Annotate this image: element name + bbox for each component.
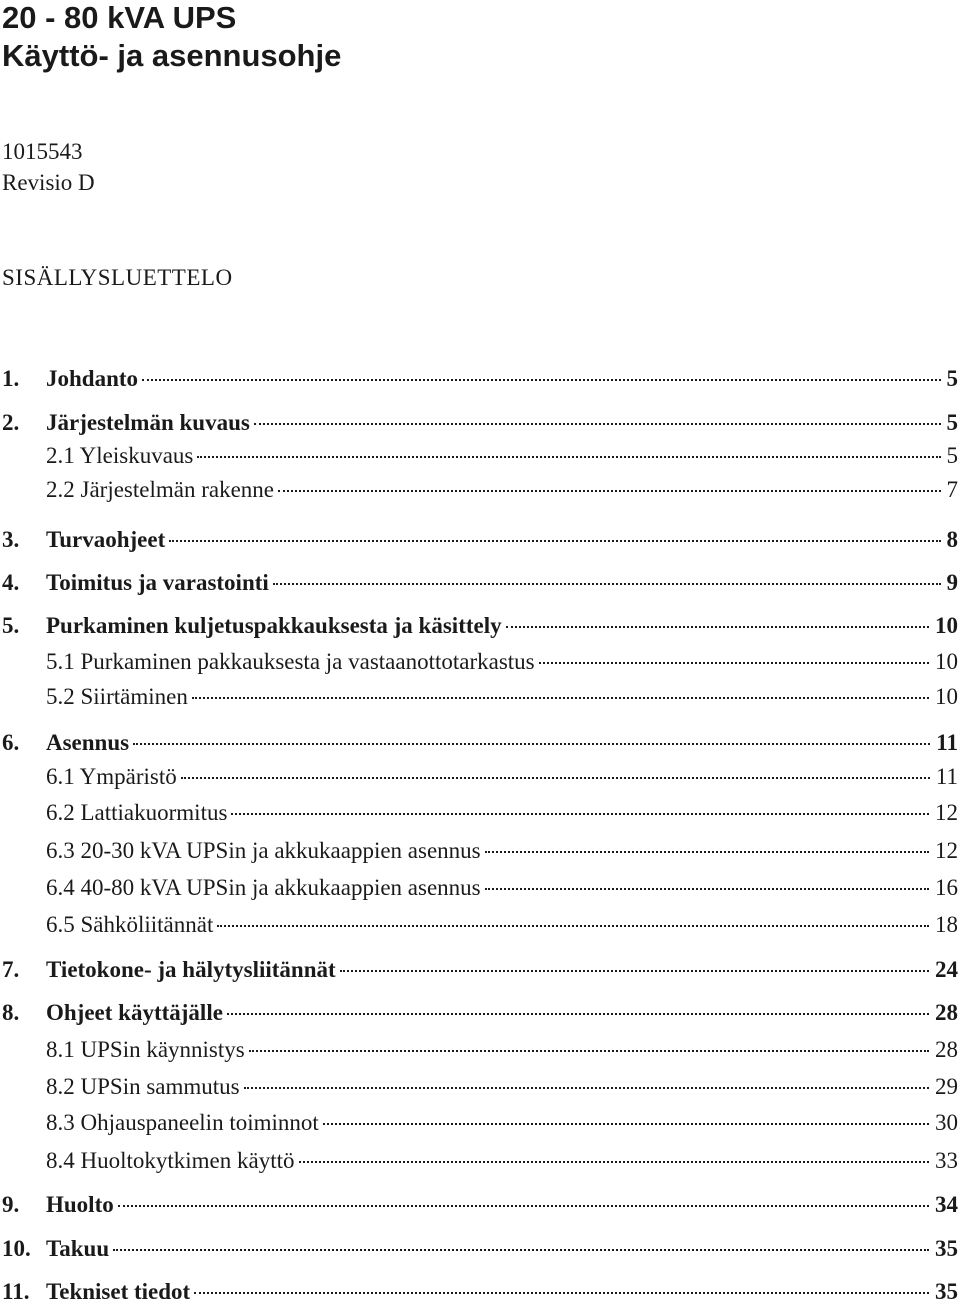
- toc-entry-title: 2.1 Yleiskuvaus: [46, 443, 194, 468]
- toc-entry[interactable]: [2, 904, 958, 937]
- toc-entry[interactable]: [2, 605, 958, 638]
- toc-dot-leader: [133, 717, 930, 745]
- toc-entry-title: Toimitus ja varastointi: [46, 570, 269, 595]
- toc-entry-page: 5: [946, 366, 958, 391]
- toc-entry-page: 33: [935, 1148, 958, 1173]
- toc-dot-leader: [485, 825, 929, 853]
- toc-entry-number: 6.: [2, 730, 20, 755]
- toc-entry-title: Turvaohjeet: [46, 527, 166, 552]
- toc-entry-title: 6.2 Lattiakuormitus: [46, 800, 228, 825]
- document-number: 1015543: [2, 139, 83, 164]
- toc-entry-number: 7.: [2, 957, 20, 982]
- toc-entry-number: 2.: [2, 410, 20, 435]
- toc-entry-title: Purkaminen kuljetuspakkauksesta ja käsittely: [46, 613, 502, 638]
- toc-dot-leader: [197, 430, 940, 458]
- toc-dot-leader: [118, 1179, 929, 1207]
- toc-dot-leader: [194, 1266, 929, 1294]
- toc-entry-title: Tietokone- ja hälytysliitännät: [46, 957, 336, 982]
- toc-entry[interactable]: [2, 1140, 958, 1173]
- toc-entry[interactable]: [2, 562, 958, 595]
- toc-entry-page: 10: [935, 684, 958, 709]
- toc-entry-page: 11: [935, 764, 958, 789]
- toc-entry-title: 8.3 Ohjauspaneelin toiminnot: [46, 1110, 319, 1135]
- toc-entry-page: 10: [935, 613, 958, 638]
- toc-entry-page: 5: [946, 410, 958, 435]
- toc-entry[interactable]: [2, 469, 958, 502]
- toc-dot-leader: [539, 636, 929, 664]
- toc-entry-page: 18: [935, 912, 958, 937]
- toc-entry[interactable]: [2, 402, 958, 435]
- toc-entry[interactable]: [2, 641, 958, 674]
- toc-entry-page: 5: [946, 443, 958, 468]
- toc-entry[interactable]: [2, 358, 958, 391]
- toc-entry-title: 2.2 Järjestelmän rakenne: [46, 477, 274, 502]
- toc-entry[interactable]: [2, 756, 958, 789]
- toc-entry-number: 11.: [2, 1279, 30, 1304]
- toc-entry-page: 29: [935, 1074, 958, 1099]
- toc-entry-page: 16: [935, 875, 958, 900]
- toc-entry-title: 8.2 UPSin sammutus: [46, 1074, 240, 1099]
- toc-entry-page: 12: [935, 800, 958, 825]
- toc-entry[interactable]: [2, 1271, 958, 1304]
- toc-dot-leader: [340, 944, 929, 972]
- toc-entry-page: 35: [935, 1279, 958, 1304]
- toc-entry-page: 30: [935, 1110, 958, 1135]
- toc-dot-leader: [231, 787, 929, 815]
- toc-dot-leader: [142, 353, 940, 381]
- toc-entry-number: 10.: [2, 1236, 31, 1261]
- toc-entry[interactable]: [2, 992, 958, 1025]
- toc-dot-leader: [506, 600, 929, 628]
- toc-dot-leader: [273, 557, 941, 585]
- toc-entry-number: 1.: [2, 366, 20, 391]
- toc-entry-title: 6.5 Sähköliitännät: [46, 912, 214, 937]
- toc-entry-page: 24: [935, 957, 958, 982]
- toc-entry[interactable]: [2, 1184, 958, 1217]
- toc-dot-leader: [113, 1223, 929, 1251]
- toc-dot-leader: [278, 464, 941, 492]
- toc-entry[interactable]: [2, 676, 958, 709]
- toc-entry[interactable]: [2, 1102, 958, 1135]
- toc-entry-page: 10: [935, 649, 958, 674]
- toc-dot-leader: [485, 862, 929, 890]
- toc-entry[interactable]: [2, 722, 958, 755]
- toc-entry[interactable]: [2, 792, 958, 825]
- toc-entry-number: 9.: [2, 1192, 20, 1217]
- toc-dot-leader: [227, 987, 929, 1015]
- toc-dot-leader: [299, 1135, 929, 1163]
- toc-entry-title: 6.1 Ympäristö: [46, 764, 177, 789]
- toc-entry[interactable]: [2, 1029, 958, 1062]
- toc-entry-page: 12: [935, 838, 958, 863]
- toc-entry-number: 8.: [2, 1000, 20, 1025]
- toc-entry[interactable]: [2, 1228, 958, 1261]
- toc-entry-title: Tekniset tiedot: [46, 1279, 191, 1304]
- toc-dot-leader: [249, 1024, 929, 1052]
- toc-dot-leader: [244, 1061, 929, 1089]
- toc-dot-leader: [323, 1097, 929, 1125]
- toc-entry-title: Takuu: [46, 1236, 110, 1261]
- toc-entry-page: 34: [935, 1192, 958, 1217]
- toc-entry-title: 5.2 Siirtäminen: [46, 684, 188, 709]
- toc-heading: SISÄLLYSLUETTELO: [2, 265, 233, 290]
- toc-dot-leader: [192, 671, 929, 699]
- toc-entry[interactable]: [2, 867, 958, 900]
- toc-entry-title: 8.4 Huoltokytkimen käyttö: [46, 1148, 295, 1173]
- toc-dot-leader: [254, 397, 941, 425]
- toc-entry[interactable]: [2, 519, 958, 552]
- toc-entry-title: Huolto: [46, 1192, 114, 1217]
- toc-dot-leader: [169, 514, 940, 542]
- document-title-line2: Käyttö- ja asennusohje: [2, 38, 342, 73]
- toc-entry[interactable]: [2, 830, 958, 863]
- toc-entry-number: 3.: [2, 527, 20, 552]
- toc-entry-title: 6.4 40-80 kVA UPSin ja akkukaappien asennus: [46, 875, 481, 900]
- toc-dot-leader: [181, 751, 930, 779]
- toc-entry-title: Johdanto: [46, 366, 139, 391]
- toc-entry-page: 28: [935, 1000, 958, 1025]
- toc-entry-title: 6.3 20-30 kVA UPSin ja akkukaappien asennus: [46, 838, 481, 863]
- toc-entry-page: 28: [935, 1037, 958, 1062]
- toc-entry-number: 5.: [2, 613, 20, 638]
- toc-entry-title: Ohjeet käyttäjälle: [46, 1000, 223, 1025]
- toc-entry-title: 8.1 UPSin käynnistys: [46, 1037, 245, 1062]
- toc-entry-title: Asennus: [46, 730, 130, 755]
- toc-entry-title: 5.1 Purkaminen pakkauksesta ja vastaanottotarkastus: [46, 649, 535, 674]
- document-title-line1: 20 - 80 kVA UPS: [2, 0, 237, 35]
- toc-dot-leader: [217, 899, 929, 927]
- toc-entry-page: 8: [946, 527, 958, 552]
- toc-entry-title: Järjestelmän kuvaus: [46, 410, 250, 435]
- toc-entry-page: 7: [946, 477, 958, 502]
- toc-entry-page: 9: [946, 570, 958, 595]
- toc-entry-number: 4.: [2, 570, 20, 595]
- toc-entry-page: 35: [935, 1236, 958, 1261]
- toc-entry[interactable]: [2, 435, 958, 468]
- toc-entry[interactable]: [2, 1066, 958, 1099]
- toc-entry[interactable]: [2, 949, 958, 982]
- document-revision: Revisio D: [2, 170, 95, 195]
- toc-entry-page: 11: [936, 730, 958, 755]
